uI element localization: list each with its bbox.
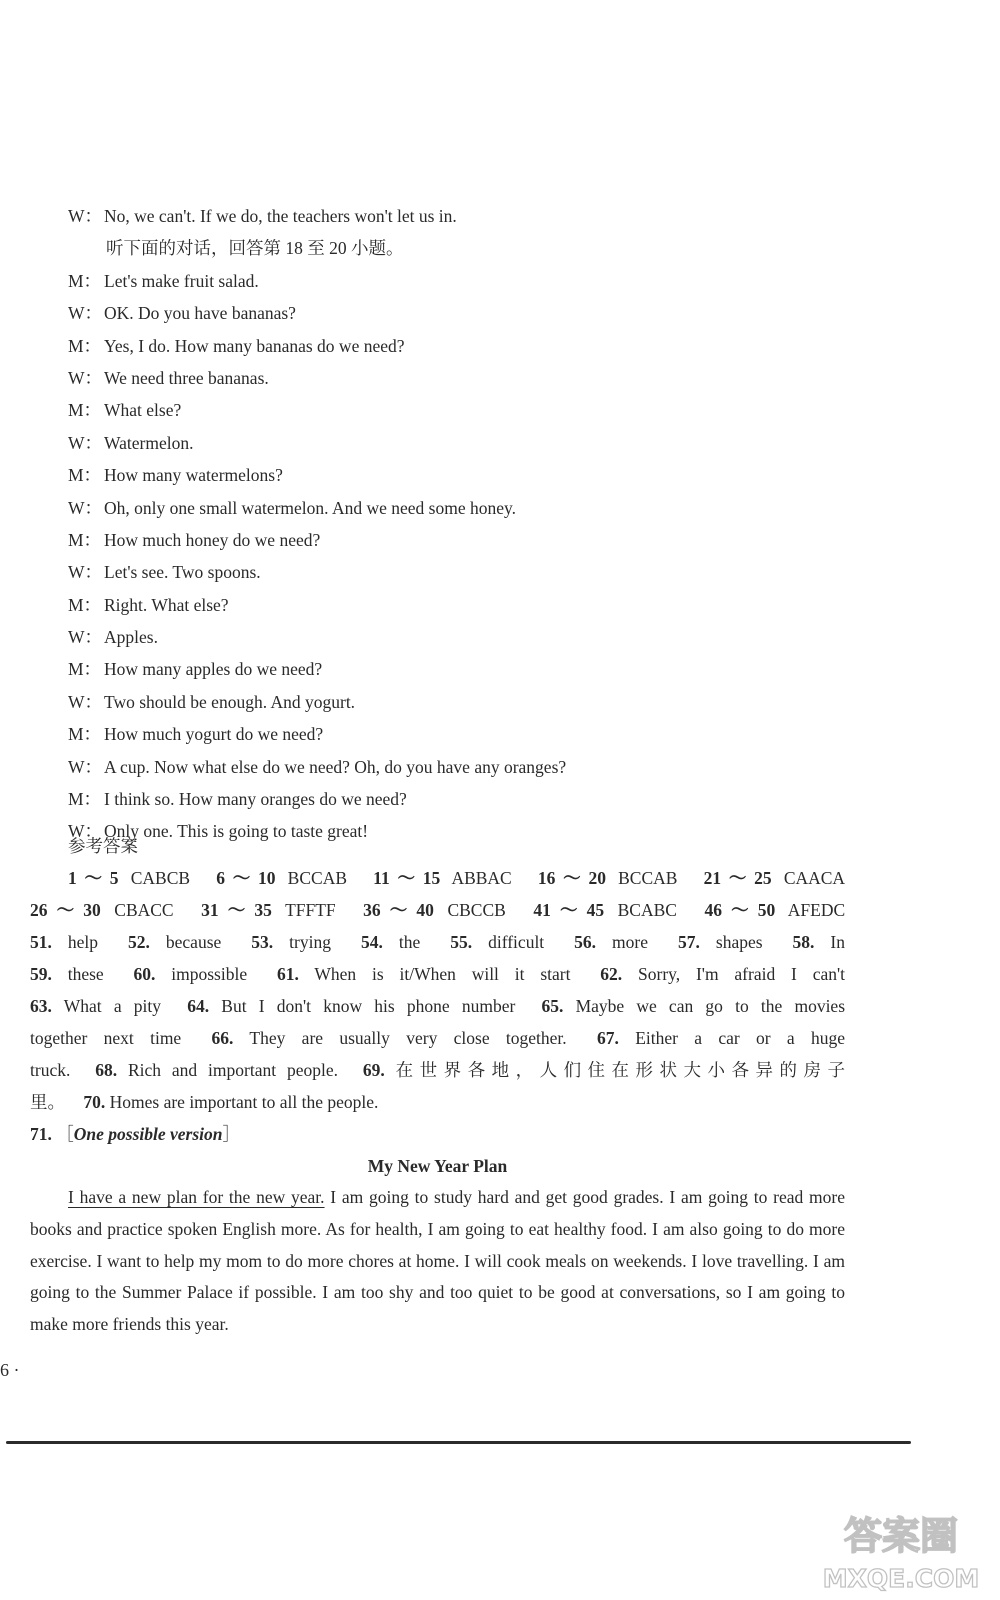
dialogue-text: What else? (104, 400, 182, 421)
dialogue-line (68, 232, 868, 264)
answer-number: 70. (83, 1092, 106, 1112)
dialogue-text: Let's make fruit salad. (104, 270, 259, 291)
speaker-label: M： (68, 465, 102, 486)
speaker-label: M： (68, 529, 102, 550)
dialogue-line (68, 459, 868, 491)
answer-item (134, 964, 248, 984)
answer-item (30, 900, 174, 920)
answer-row (30, 862, 845, 894)
answers-heading: 参考答案 (68, 836, 138, 856)
answer-item (542, 996, 846, 1016)
answer-item (128, 932, 221, 952)
speaker-label: M： (68, 789, 102, 810)
speaker-label: M： (68, 400, 102, 421)
answer-item (30, 1028, 181, 1048)
answer-text: CAACA (783, 868, 846, 888)
speaker-label: W： (68, 756, 103, 777)
speaker-label: W： (68, 497, 103, 518)
answer-item (363, 1060, 845, 1080)
dialogue-line (68, 524, 868, 556)
answer-text: Maybe we can go to the movies (575, 996, 846, 1016)
answer-text: AFEDC (787, 900, 846, 920)
speaker-label: M： (68, 594, 102, 615)
dialogue-text: How much honey do we need? (104, 529, 321, 550)
answer-text: shapes (715, 932, 763, 952)
answer-item (704, 868, 845, 888)
speaker-label: M： (68, 724, 102, 745)
answer-text: What a pity (63, 996, 162, 1016)
answer-number: 16～20 (537, 868, 606, 888)
answer-number: 57. (678, 932, 700, 952)
dialogue-line (68, 200, 868, 232)
answer-row (30, 894, 845, 926)
answer-item (678, 932, 763, 952)
answer-text: But I don't know his phone number (221, 996, 516, 1016)
answer-item (251, 932, 331, 952)
answer-number: 67. (596, 1028, 619, 1048)
dialogue-text: Only one. This is going to taste great! (104, 821, 369, 842)
dialogue-text: Yes, I do. How many bananas do we need? (104, 335, 405, 356)
answer-item (373, 868, 512, 888)
answer-number: 61. (276, 964, 299, 984)
essay-underlined-sentence: I have a new plan for the new year. (68, 1187, 325, 1207)
speaker-label: W： (68, 562, 103, 583)
answer-item (600, 964, 845, 984)
answer-text: together next time (30, 1028, 182, 1048)
answer-item (212, 1028, 567, 1048)
speaker-label: W： (68, 691, 103, 712)
answer-number: 53. (251, 932, 274, 952)
answer-text: because (165, 932, 222, 952)
page-number: 6 · (0, 1360, 20, 1380)
answer-item (450, 932, 544, 952)
answer-item (574, 932, 648, 952)
speaker-label: M： (68, 270, 102, 291)
answer-row (30, 1054, 845, 1086)
dialogue-line (68, 427, 868, 459)
answer-number: 54. (360, 932, 383, 952)
answer-number: 51. (30, 932, 52, 952)
essay-title: My New Year Plan (367, 1156, 508, 1176)
speaker-label: W： (68, 432, 103, 453)
answer-item (30, 1092, 65, 1112)
dialogue-text: How many watermelons? (104, 465, 283, 486)
dialogue-line (68, 653, 868, 685)
speaker-label: M： (68, 335, 102, 356)
answer-number: 64. (187, 996, 210, 1016)
answer-item (277, 964, 571, 984)
answer-text: truck. (30, 1060, 71, 1080)
dialogue-text: No, we can't. If we do, the teachers won't let us in. (104, 206, 457, 226)
dialogue-text: Right. What else? (104, 594, 229, 615)
answer-number: 1～5 (68, 868, 119, 888)
speaker-label: W： (68, 367, 103, 388)
dialogue-text: We need three bananas. (104, 367, 269, 388)
watermark-logo (806, 1503, 996, 1595)
answer-item (533, 900, 677, 920)
essay-body (30, 1182, 845, 1341)
version-bracket-open: ［ (56, 1124, 74, 1144)
dialogue-line (68, 783, 868, 815)
answer-number: 59. (30, 964, 52, 984)
answer-number: 58. (792, 932, 815, 952)
answer-item (597, 1028, 845, 1048)
dialogue-text: Apples. (104, 627, 158, 648)
answer-item (538, 868, 678, 888)
answer-text: CBACC (114, 900, 174, 920)
answer-item (216, 868, 347, 888)
answer-number: 65. (541, 996, 564, 1016)
dialogue-text: How many apples do we need? (104, 659, 323, 680)
dialogue-line (68, 556, 868, 588)
footer-rule (6, 1441, 911, 1444)
speaker-label: W： (68, 821, 103, 842)
answer-number: 26～30 (30, 900, 101, 920)
answer-item (30, 996, 161, 1016)
answer-text: the (398, 932, 421, 952)
answer-item (187, 996, 515, 1016)
answer-text: Homes are important to all the people. (109, 1092, 379, 1112)
answer-text: trying (289, 932, 331, 952)
answer-text: ABBAC (451, 868, 512, 888)
dialogue-text: Watermelon. (104, 432, 194, 453)
answer-number: 68. (95, 1060, 118, 1080)
answer-number: 36～40 (363, 900, 434, 920)
answer-number: 56. (574, 932, 597, 952)
dialogue-line (68, 394, 868, 426)
answer-text: Sorry, I'm afraid I can't (638, 964, 846, 984)
answer-item (793, 932, 845, 952)
dialogue-text: Two should be enough. And yogurt. (104, 691, 356, 712)
dialogue-line (68, 718, 868, 750)
answer-item (95, 1060, 338, 1080)
version-label: One possible version (73, 1124, 223, 1144)
dialogue-line (68, 751, 868, 783)
dialogue-line (68, 362, 868, 394)
answer-text: BCABC (617, 900, 677, 920)
dialogue-text: How much yogurt do we need? (104, 724, 324, 745)
answer-number: 31～35 (201, 900, 272, 920)
answer-row (30, 926, 845, 958)
dialogue-line (68, 621, 868, 653)
answer-row (30, 990, 845, 1022)
essay-body-text: I am going to study hard and get good grades. I am going to read more books and practice spoken English more. As for health, I am going to eat healthy food. I am also going to do more exercise. I want to help my mom to do more chores at home. I will cook meals on weekends. I love travelling. I am going to the Summer Palace if possible. I am too shy and too quiet to be good at conversations, so I am going to make more friends this year. (30, 1187, 845, 1335)
dialogue-text: Let's see. Two spoons. (104, 562, 261, 583)
answer-row (30, 1022, 845, 1054)
answer-number: 55. (450, 932, 473, 952)
answer-text: 在世界各地，人们住在形状大小各异的房子 (395, 1060, 846, 1080)
answer-text: TFFTF (285, 900, 336, 920)
answer-number: 6～10 (216, 868, 276, 888)
answer-number: 21～25 (703, 868, 772, 888)
answer-item (30, 932, 98, 952)
answer-number: 63. (30, 996, 52, 1016)
watermark-bottom-text: MXQE.COM (822, 1564, 980, 1593)
answer-number: 66. (211, 1028, 234, 1048)
dialogue-line (68, 265, 868, 297)
answer-row (30, 1086, 845, 1118)
answer-text: Rich and important people. (127, 1060, 338, 1080)
answer-item (30, 1060, 70, 1080)
answer-number: 46～50 (704, 900, 776, 920)
listening-dialogue (68, 200, 868, 848)
speaker-label: W： (68, 206, 103, 226)
answer-text: They are usually very close together. (249, 1028, 567, 1048)
answer-number: 60. (133, 964, 156, 984)
answer-text: help (67, 932, 99, 952)
dialogue-line (68, 589, 868, 621)
dialogue-text: Oh, only one small watermelon. And we need some honey. (104, 497, 516, 518)
answer-item (201, 900, 336, 920)
dialogue-line (68, 330, 868, 362)
answer-text: BCCAB (618, 868, 678, 888)
answer-text: When is it/When will it start (314, 964, 571, 984)
answer-number: 69. (362, 1060, 385, 1080)
answer-text: more (612, 932, 649, 952)
dialogue-line (68, 686, 868, 718)
version-number: 71. (30, 1124, 52, 1144)
answer-item (83, 1092, 378, 1112)
answer-text: BCCAB (287, 868, 347, 888)
answer-row (30, 958, 845, 990)
dialogue-line (68, 492, 868, 524)
answer-item (361, 932, 420, 952)
answer-text: impossible (171, 964, 248, 984)
dialogue-text: I think so. How many oranges do we need? (104, 789, 407, 810)
speaker-label: W： (68, 303, 103, 324)
answer-text: CABCB (130, 868, 191, 888)
answer-number: 52. (128, 932, 150, 952)
answer-item (68, 868, 190, 888)
dialogue-text: OK. Do you have bananas? (104, 303, 296, 324)
speaker-label: M： (68, 659, 102, 680)
dialogue-text: 听下面的对话，回答第 18 至 20 小题。 (106, 238, 404, 259)
answer-item (704, 900, 845, 920)
dialogue-text: A cup. Now what else do we need? Oh, do you have any oranges? (104, 756, 567, 777)
answer-text: these (67, 964, 104, 984)
version-line (30, 1118, 845, 1150)
answer-text: difficult (488, 932, 545, 952)
version-bracket-close: ］ (222, 1124, 240, 1144)
answer-key (30, 830, 845, 1341)
answer-item (363, 900, 506, 920)
answer-number: 11～15 (373, 868, 441, 888)
answer-number: 41～45 (533, 900, 605, 920)
dialogue-line (68, 297, 868, 329)
answer-number: 62. (600, 964, 623, 984)
answer-rows (30, 862, 845, 1118)
answer-text: In (830, 932, 845, 952)
answer-text: CBCCB (447, 900, 506, 920)
answer-item (30, 964, 104, 984)
speaker-label: W： (68, 627, 103, 648)
answer-text: Either a car or a huge (635, 1028, 846, 1048)
watermark-top-text: 答案圈 (843, 1514, 959, 1558)
answer-text: 里。 (30, 1092, 65, 1112)
